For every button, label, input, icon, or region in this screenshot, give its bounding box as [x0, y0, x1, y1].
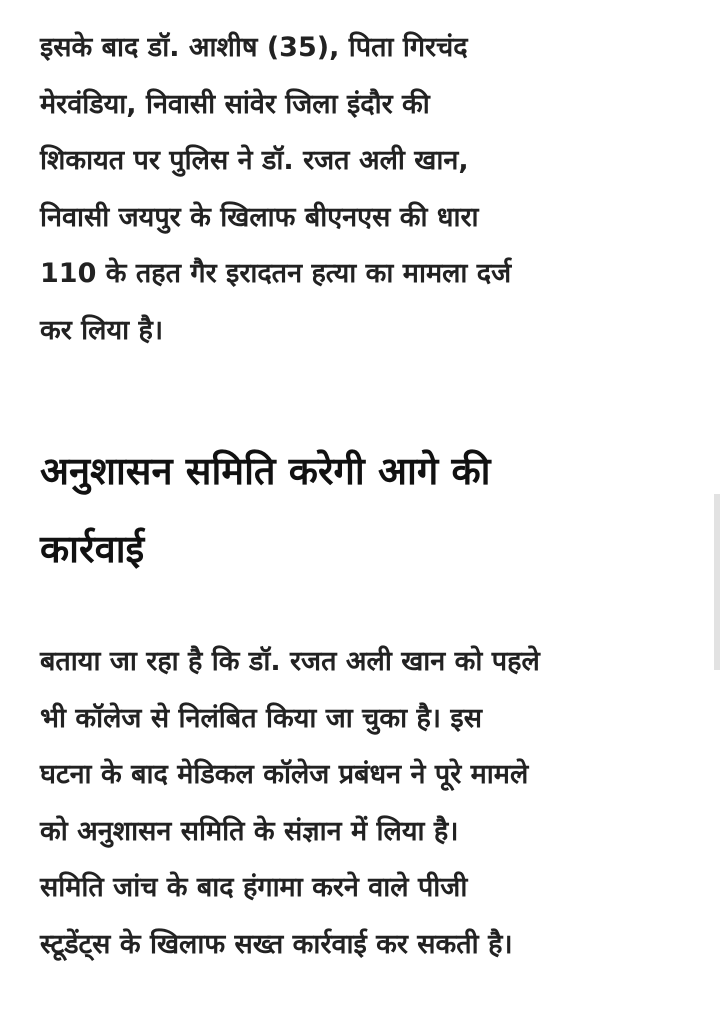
paragraph-line: निवासी जयपुर के खिलाफ बीएनएस की धारा — [40, 201, 479, 233]
heading-line: कार्रवाई — [40, 527, 145, 571]
paragraph-line: मेरवंडिया, निवासी सांवेर जिला इंदौर की — [40, 88, 430, 120]
paragraph-line: घटना के बाद मेडिकल कॉलेज प्रबंधन ने पूरे मामले — [40, 759, 529, 790]
paragraph-line: शिकायत पर पुलिस ने डॉ. रजत अली खान, — [40, 145, 469, 176]
article-paragraph-1 — [40, 20, 700, 359]
paragraph-line: 110 के तहत गैर इरादतन हत्या का मामला दर्ज — [40, 258, 512, 289]
paragraph-line: को अनुशासन समिति के संज्ञान में लिया है। — [40, 815, 459, 847]
paragraph-line: बताया जा रहा है कि डॉ. रजत अली खान को पहले — [40, 646, 540, 677]
paragraph-line: समिति जांच के बाद हंगामा करने वाले पीजी — [40, 872, 468, 903]
heading-line: अनुशासन समिति करेगी आगे की — [40, 449, 491, 493]
section-heading — [40, 432, 700, 588]
article-paragraph-2 — [40, 634, 700, 973]
scrollbar-thumb[interactable] — [714, 494, 720, 670]
paragraph-line: स्टूडेंट्स के खिलाफ सख्त कार्रवाई कर सकती है। — [40, 928, 513, 960]
scrollbar-track[interactable] — [714, 0, 720, 1033]
paragraph-line: कर लिया है। — [40, 314, 164, 346]
paragraph-line: भी कॉलेज से निलंबित किया जा चुका है। इस — [40, 702, 482, 734]
paragraph-line: इसके बाद डॉ. आशीष (35), पिता गिरचंद — [40, 32, 468, 63]
